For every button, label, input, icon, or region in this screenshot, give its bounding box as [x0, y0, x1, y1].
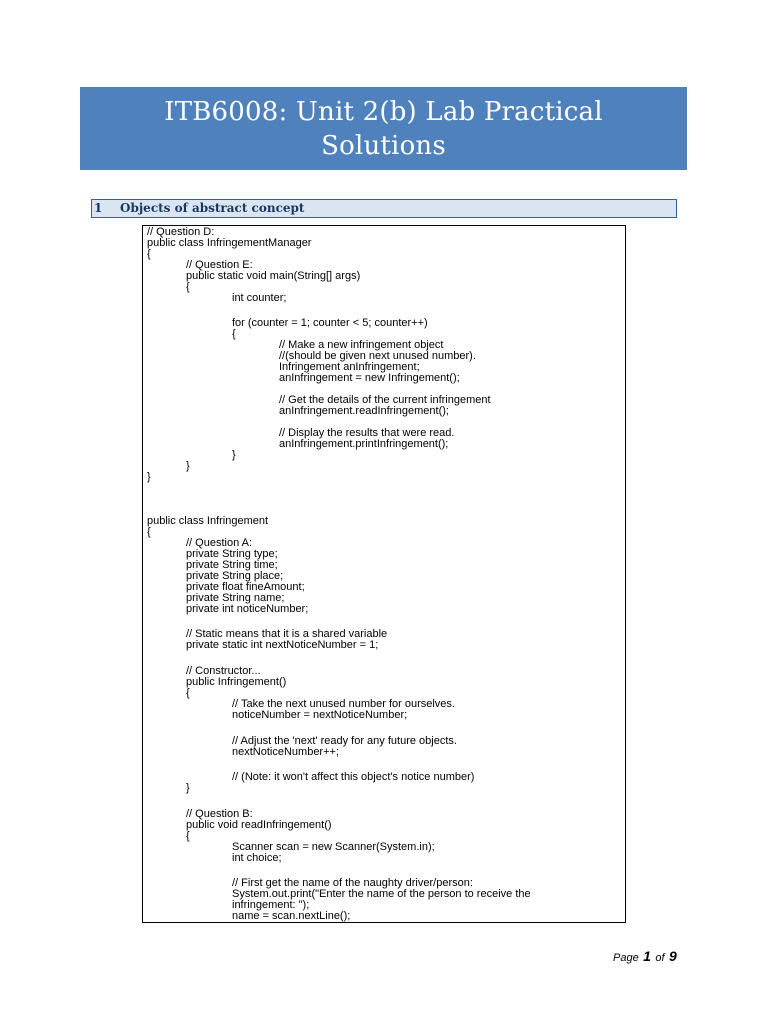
- code-line: System.out.print("Enter the name of the person to receive the: [232, 888, 531, 900]
- code-line: private String time;: [186, 559, 278, 571]
- code-line: // Make a new infringement object: [279, 339, 444, 351]
- code-line: {: [186, 830, 190, 842]
- code-line: public class Infringement: [147, 515, 269, 527]
- code-line: {: [147, 526, 151, 538]
- code-line: noticeNumber = nextNoticeNumber;: [232, 709, 408, 721]
- title-line-1: ITB6008: Unit 2(b) Lab Practical: [164, 97, 603, 127]
- code-line: Infringement anInfringement;: [279, 361, 420, 373]
- code-line: private float fineAmount;: [186, 581, 305, 593]
- code-line: anInfringement = new Infringement();: [279, 372, 460, 384]
- code-line: private String name;: [186, 592, 285, 604]
- title-line-2: Solutions: [321, 131, 446, 161]
- code-line: // Adjust the 'next' ready for any future objects.: [232, 735, 457, 747]
- of-label: of: [655, 952, 665, 964]
- code-line: public void readInfringement(): [186, 819, 332, 831]
- code-line: // (Note: it won't affect this object's notice number): [232, 771, 475, 783]
- total-pages: 9: [669, 948, 677, 964]
- code-line: int counter;: [232, 292, 287, 304]
- code-line: private String type;: [186, 548, 278, 560]
- code-line: }: [186, 782, 190, 794]
- page-label: Page: [613, 952, 639, 964]
- section-number: 1: [94, 201, 103, 215]
- code-line: // Get the details of the current infringement: [279, 394, 491, 406]
- code-line: int choice;: [232, 852, 282, 864]
- section-title: Objects of abstract concept: [120, 201, 305, 215]
- code-line: //(should be given next unused number).: [279, 350, 476, 362]
- code-line: public Infringement(): [186, 676, 287, 688]
- code-line: {: [232, 328, 236, 340]
- code-line: // First get the name of the naughty driver/person:: [232, 877, 473, 889]
- document-title: [80, 95, 687, 163]
- code-line: Scanner scan = new Scanner(System.in);: [232, 841, 435, 853]
- code-line: infringement: ");: [232, 899, 310, 911]
- code-line: {: [147, 248, 151, 260]
- code-line: private String place;: [186, 570, 284, 582]
- code-line: private int noticeNumber;: [186, 603, 309, 615]
- code-line: }: [186, 460, 190, 472]
- code-line: // Display the results that were read.: [279, 427, 455, 439]
- code-line: // Question A:: [186, 537, 253, 549]
- code-line: anInfringement.printInfringement();: [279, 438, 449, 450]
- code-line: // Question D:: [147, 226, 215, 238]
- code-line: // Static means that it is a shared variable: [186, 628, 388, 640]
- code-listing: [142, 225, 626, 923]
- code-line: {: [186, 687, 190, 699]
- code-line: // Question E:: [186, 259, 253, 271]
- code-line: public static void main(String[] args): [186, 270, 361, 282]
- code-line: private static int nextNoticeNumber = 1;: [186, 639, 379, 651]
- code-line: // Constructor...: [186, 665, 261, 677]
- page-footer: [613, 948, 677, 966]
- page-number: 1: [643, 948, 651, 964]
- code-line: }: [147, 471, 151, 483]
- code-line: // Take the next unused number for ourselves.: [232, 698, 455, 710]
- code-line: public class InfringementManager: [147, 237, 312, 249]
- code-line: // Question B:: [186, 808, 253, 820]
- title-banner: [80, 87, 687, 170]
- code-line: {: [186, 281, 190, 293]
- code-line: name = scan.nextLine();: [232, 910, 351, 922]
- code-line: anInfringement.readInfringement();: [279, 405, 449, 417]
- section-heading: [91, 199, 677, 218]
- code-line: nextNoticeNumber++;: [232, 746, 339, 758]
- code-line: }: [232, 449, 236, 461]
- code-line: for (counter = 1; counter < 5; counter++): [232, 317, 428, 329]
